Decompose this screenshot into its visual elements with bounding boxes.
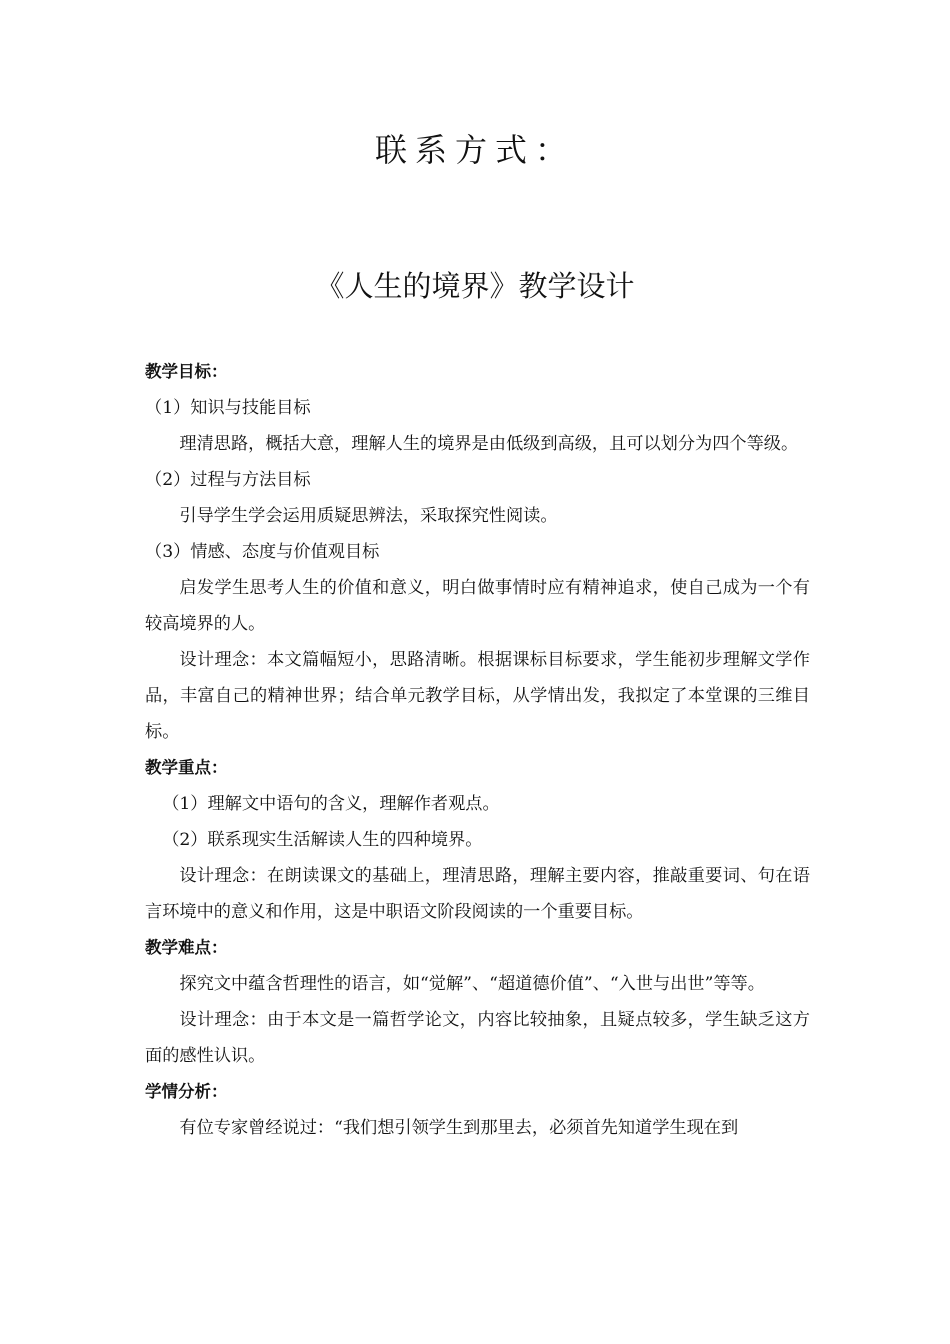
difficulties-text: 探究文中蕴含哲理性的语言，如“觉解”、“超道德价值”、“入世与出世”等等。 [179,974,765,994]
difficulties-rationale: 设计理念：由于本文是一篇哲学论文，内容比较抽象，且疑点较多，学生缺乏这方面的感性认识。 [145,1010,810,1066]
objective-1-title: （1）知识与技能目标 [145,398,311,418]
document-title: 《人生的境界》教学设计 [315,269,635,303]
objective-3-text: 启发学生思考人生的价值和意义，明白做事情时应有精神追求，使自己成为一个有较高境界的人。 [145,578,810,634]
objective-1-text: 理清思路，概括大意，理解人生的境界是由低级到高级，且可以划分为四个等级。 [179,434,799,454]
key-point-1: （1）理解文中语句的含义，理解作者观点。 [162,794,500,814]
objectives-rationale: 设计理念：本文篇幅短小，思路清晰。根据课标目标要求，学生能初步理解文学作品，丰富自己的精神世界；结合单元教学目标，从学情出发，我拟定了本堂课的三维目标。 [145,650,810,742]
key-point-2: （2）联系现实生活解读人生的四种境界。 [162,830,483,850]
document-body [145,354,810,1146]
key-points-rationale: 设计理念：在朗读课文的基础上，理清思路，理解主要内容，推敲重要词、句在语言环境中的意义和作用，这是中职语文阶段阅读的一个重要目标。 [145,866,810,922]
key-points-heading: 教学重点： [145,758,228,777]
objectives-heading: 教学目标： [145,362,228,381]
analysis-heading: 学情分析： [145,1082,228,1101]
objective-2-title: （2）过程与方法目标 [145,470,311,490]
contact-heading: 联系方式： [374,131,575,169]
objective-3-title: （3）情感、态度与价值观目标 [145,542,380,562]
objective-2-text: 引导学生学会运用质疑思辨法，采取探究性阅读。 [179,506,558,526]
analysis-text: 有位专家曾经说过：“我们想引领学生到那里去，必须首先知道学生现在到 [179,1118,739,1138]
difficulties-heading: 教学难点： [145,938,228,957]
